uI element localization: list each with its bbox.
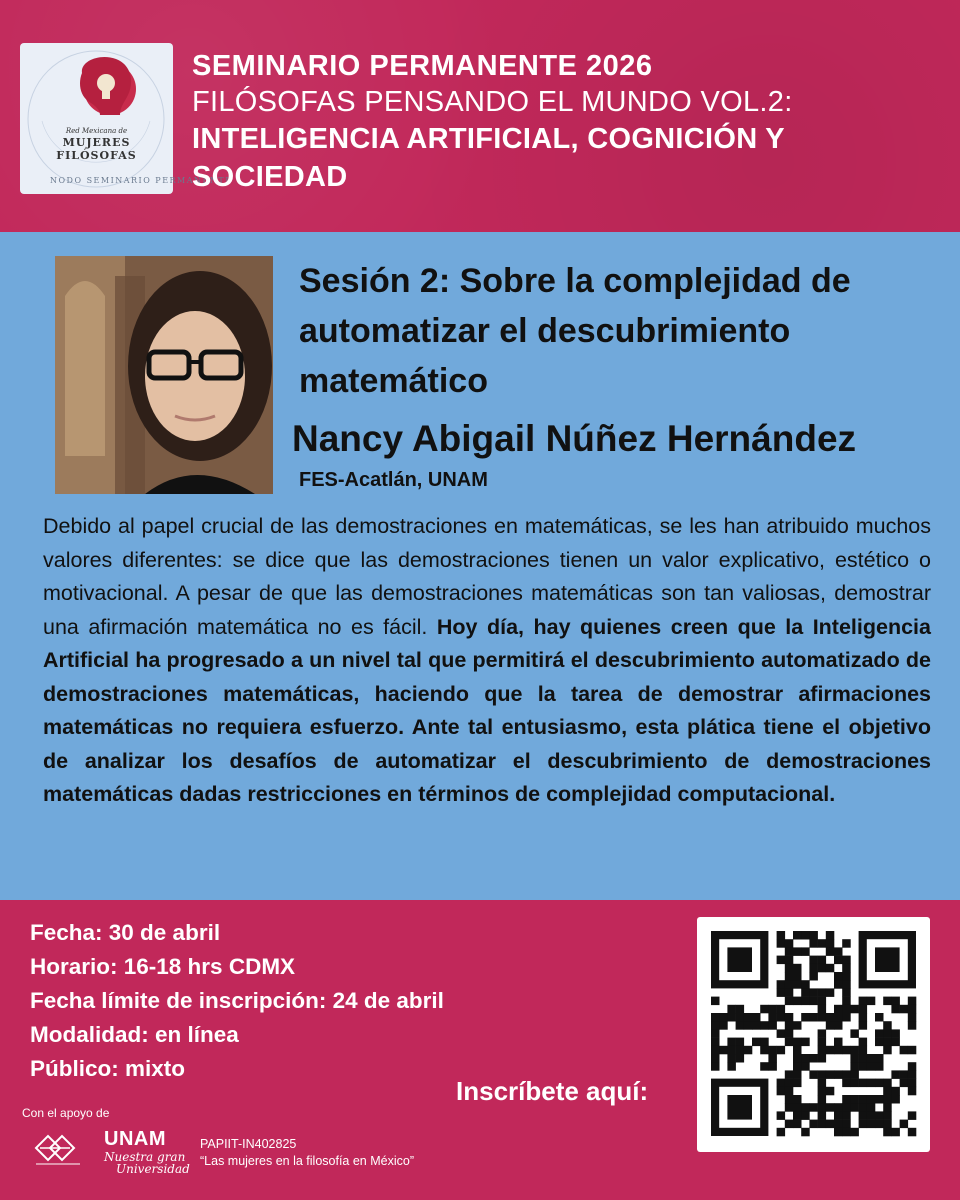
svg-text:NODO SEMINARIO PERMANENTE: NODO SEMINARIO PERMANENTE: [50, 176, 233, 185]
unam-slogan-line1: Nuestra gran: [104, 1150, 186, 1164]
event-details: [30, 916, 444, 1086]
speaker-affiliation: FES-Acatlán, UNAM: [299, 469, 488, 491]
logo-line-3: FILÓSOFAS: [56, 149, 137, 162]
registration-deadline: Fecha límite de inscripción: 24 de abril: [30, 988, 444, 1013]
volume-theme: INTELIGENCIA ARTIFICIAL, COGNICIÓN Y SOCIEDAD: [192, 123, 785, 193]
logo-line-2: MUJERES: [62, 136, 131, 149]
project-credit: [200, 1136, 414, 1170]
event-modality: Modalidad: en línea: [30, 1022, 239, 1047]
session-title: Sesión 2: Sobre la complejidad de automatizar el descubrimiento matemático: [299, 262, 851, 400]
speaker-photo: [55, 256, 273, 494]
abstract-bold: Hoy día, hay quienes creen que la Inteligencia Artificial ha progresado a un nivel tal que permitirá el descubrimiento automatizado de demostraciones matemáticas, haciendo que la tarea de demostrar afirmaciones matemáticas no requiera esfuerzo. Ante tal entusiasmo, esta plática tiene el objetivo de analizar los desafíos de automatizar el descubrimiento de demostraciones matemáticas dadas restricciones en términos de complejidad computacional.: [43, 614, 931, 806]
event-audience: Público: mixto: [30, 1056, 186, 1081]
red-mujeres-filosofas-logo: [20, 43, 233, 194]
unam-logo: [104, 1128, 190, 1175]
unam-wordmark: UNAM: [104, 1128, 166, 1150]
unam-slogan-line2: Universidad: [116, 1162, 190, 1176]
session-abstract: [43, 510, 931, 812]
registration-qr-code[interactable]: [697, 917, 930, 1152]
speaker-portrait-icon: [55, 256, 273, 494]
event-time: Horario: 16-18 hrs CDMX: [30, 954, 296, 979]
project-name: “Las mujeres en la filosofía en México”: [200, 1154, 414, 1168]
papiit-code: PAPIIT-IN402825: [200, 1137, 297, 1151]
header-band: [0, 0, 960, 232]
header-title-block: [192, 48, 912, 196]
logo-emblem-icon: [20, 43, 233, 194]
seminar-title: SEMINARIO PERMANENTE 2026: [192, 50, 653, 82]
qr-code-icon: [711, 931, 916, 1136]
iif-institute-logo-icon: [32, 1130, 86, 1166]
abstract-regular: Debido al papel crucial de las demostraciones en matemáticas, se les han atribuido muchos valores diferentes: se dice que las demostraciones tienen un valor explicativo, estético o motivacional. A pesar de que las demostraciones matemáticas son tan valiosas, demostrar una afirmación matemática no es fácil.: [43, 514, 931, 639]
footer-band: [0, 900, 960, 1200]
register-cta: Inscríbete aquí:: [456, 1076, 649, 1106]
event-date: Fecha: 30 de abril: [30, 920, 221, 945]
session-section: [0, 232, 960, 900]
logo-line-1: Red Mexicana de: [65, 127, 128, 135]
series-title: FILÓSOFAS PENSANDO EL MUNDO VOL.2:: [192, 86, 793, 118]
speaker-name: Nancy Abigail Núñez Hernández: [292, 418, 857, 459]
support-label: Con el apoyo de: [22, 1106, 110, 1120]
